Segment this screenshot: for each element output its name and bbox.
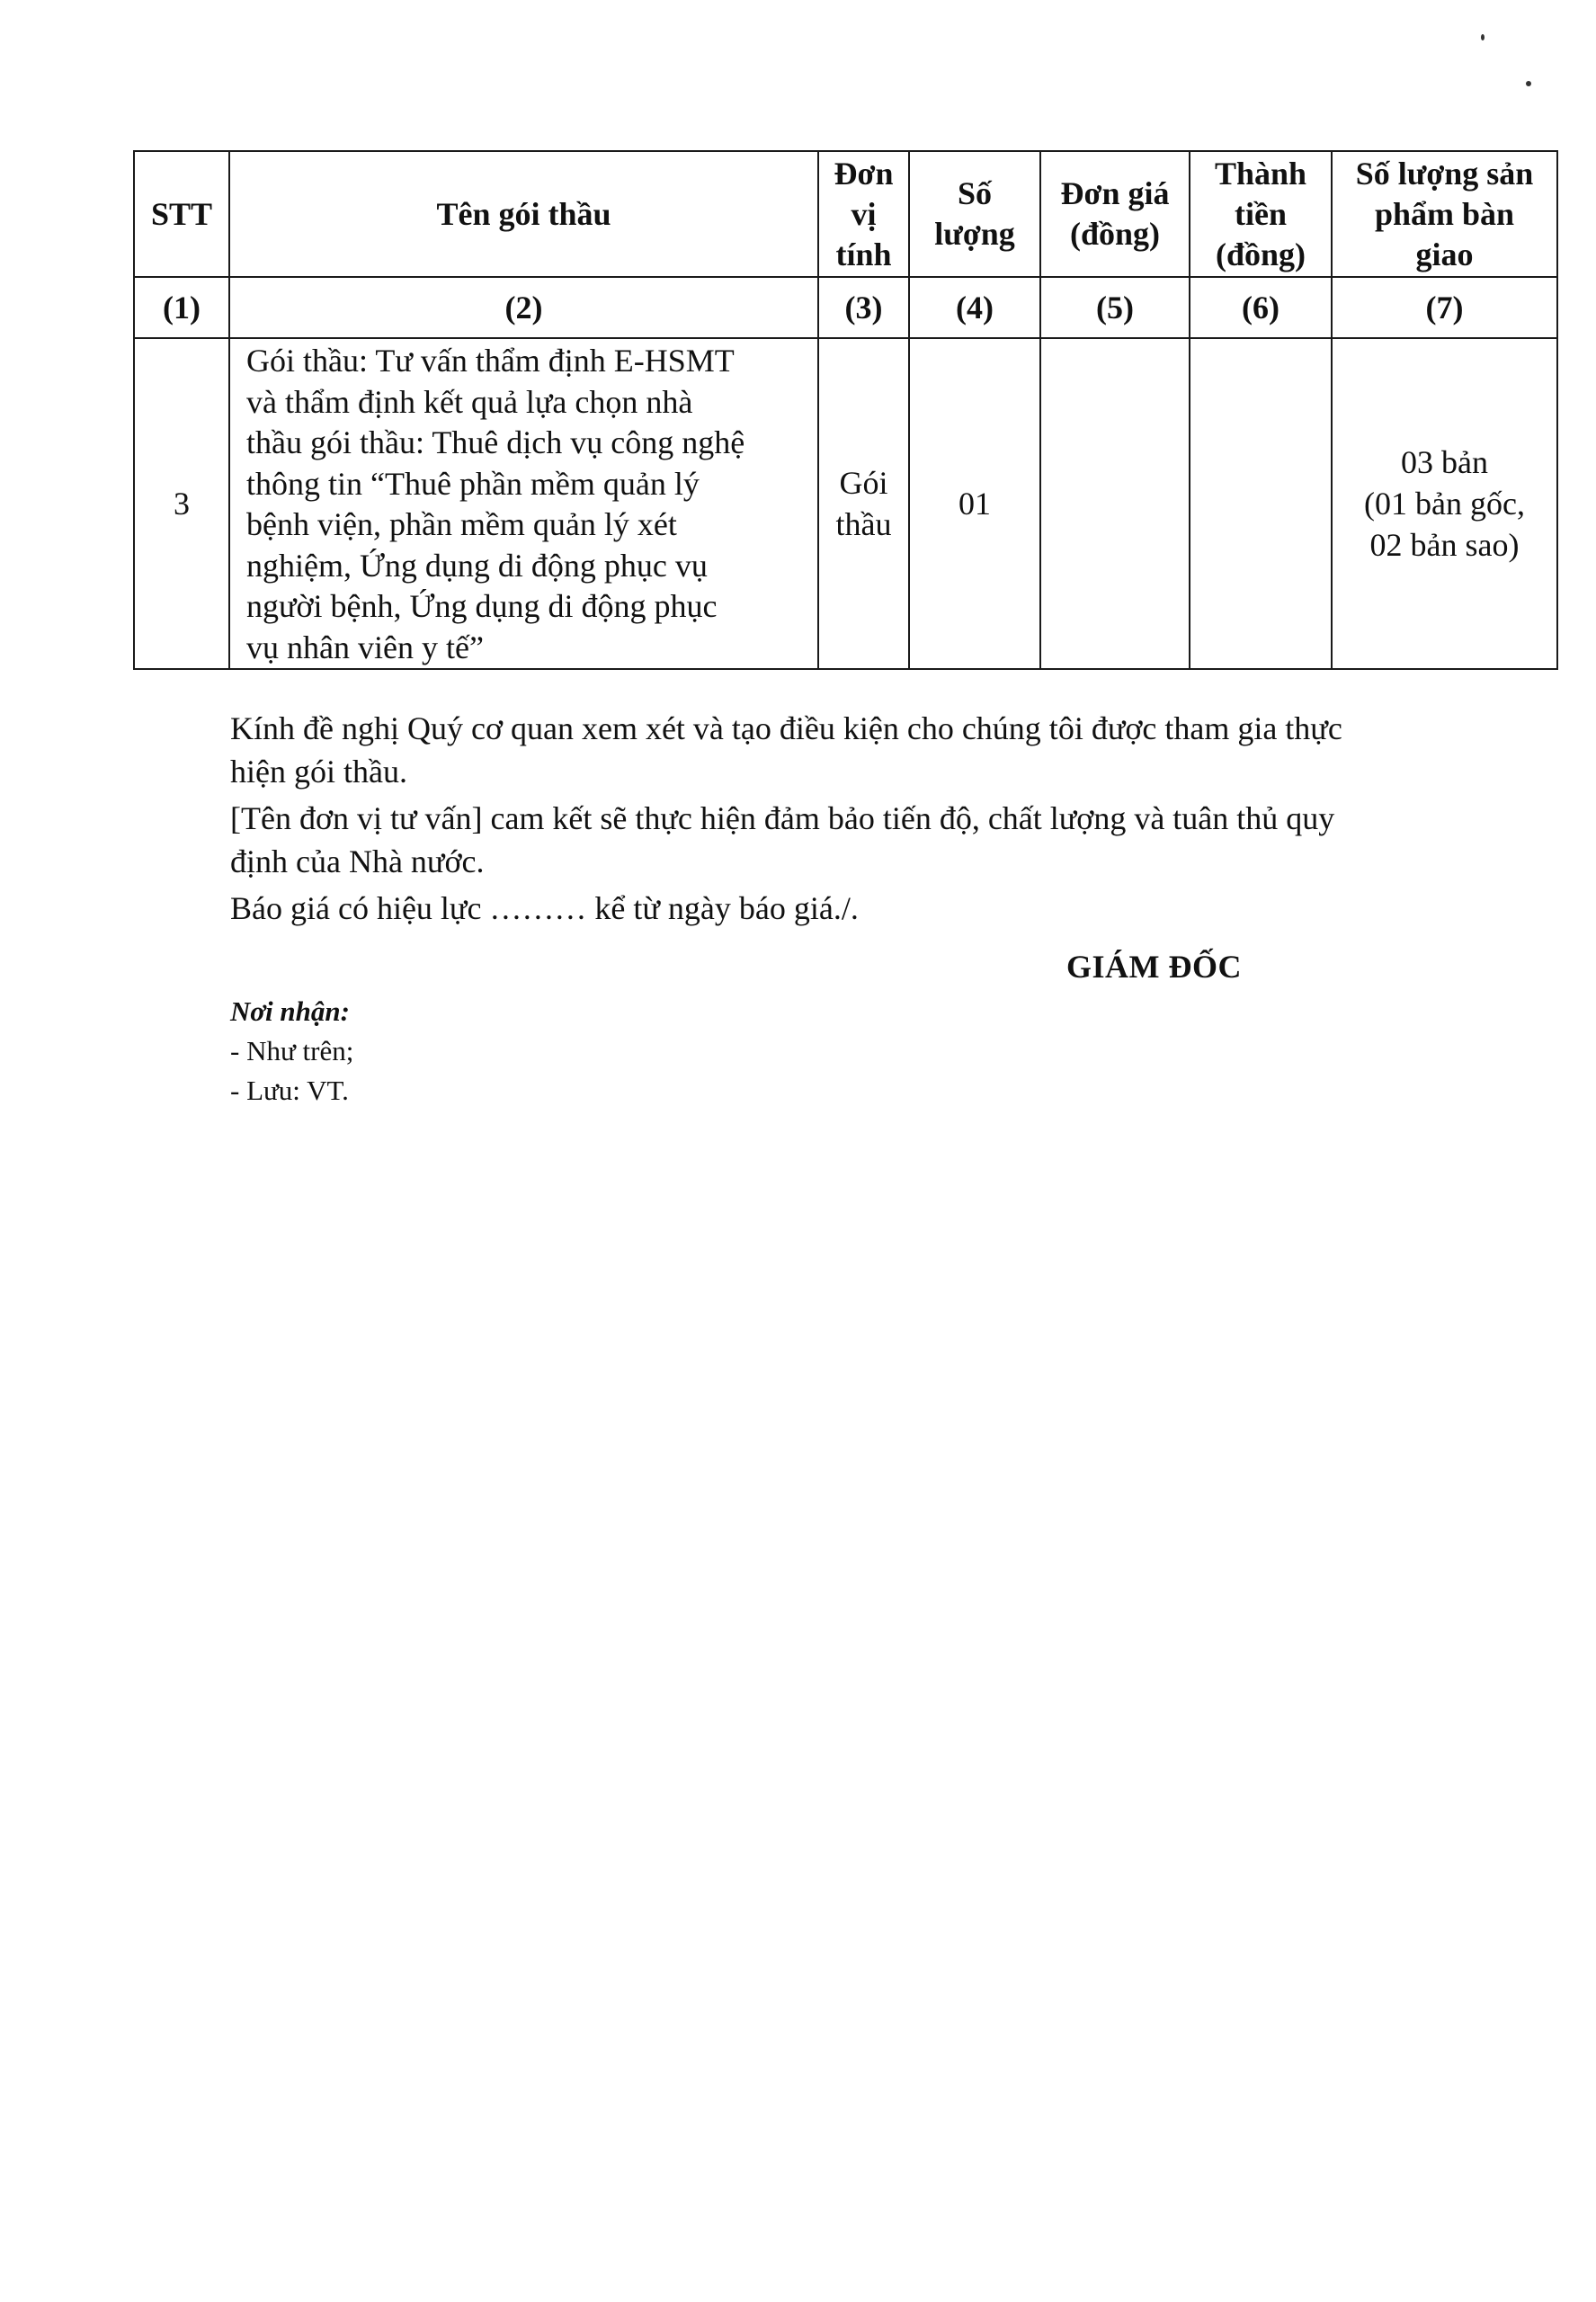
recipient-item: - Lưu: VT. (230, 1075, 349, 1106)
column-index-cell: (5) (1040, 277, 1190, 338)
unit-line: thầu (835, 506, 892, 542)
column-index-cell: (1) (134, 277, 229, 338)
cell-don-vi-tinh (818, 338, 909, 669)
recipient-item: - Như trên; (230, 1035, 354, 1066)
validity-paragraph: Báo giá có hiệu lực ……… kể từ ngày báo giá./. (230, 890, 859, 926)
paragraph-line: định của Nhà nước. (230, 843, 485, 879)
header-so-luong: Số lượng (909, 151, 1040, 277)
package-name-line: Gói thầu: Tư vấn thẩm định E-HSMT (246, 343, 735, 379)
header-so-luong-san-pham: Số lượng sản phẩm bàn giao (1332, 151, 1557, 277)
scan-speck (1526, 81, 1531, 86)
deliverable-line: 02 bản sao) (1369, 527, 1520, 563)
package-name-line: vụ nhân viên y tế” (246, 629, 484, 665)
header-don-gia: Đơn giá (đồng) (1040, 151, 1190, 277)
header-ten-goi-thau: Tên gói thầu (229, 151, 818, 277)
package-name-line: nghiệm, Ứng dụng di động phục vụ (246, 547, 708, 584)
column-index-cell: (3) (818, 277, 909, 338)
column-index-cell: (2) (229, 277, 818, 338)
request-paragraph (230, 707, 1507, 793)
package-name-line: bệnh viện, phần mềm quản lý xét (246, 506, 677, 542)
column-index-cell: (7) (1332, 277, 1557, 338)
table-header-row (134, 151, 1557, 277)
cell-don-gia (1040, 338, 1190, 669)
header-stt: STT (134, 151, 229, 277)
commitment-paragraph (230, 797, 1507, 883)
paragraph-line: hiện gói thầu. (230, 754, 407, 790)
unit-line: Gói (839, 465, 888, 501)
deliverable-line: 03 bản (1401, 444, 1488, 480)
package-name-line: thông tin “Thuê phần mềm quản lý (246, 465, 700, 502)
cell-ten-goi-thau (229, 338, 818, 669)
cell-thanh-tien (1190, 338, 1332, 669)
column-index-cell: (6) (1190, 277, 1332, 338)
paragraph-line: Kính đề nghị Quý cơ quan xem xét và tạo điều kiện cho chúng tôi được tham gia thực (230, 710, 1342, 746)
header-thanh-tien: Thành tiền (đồng) (1190, 151, 1332, 277)
package-name-line: và thẩm định kết quả lựa chọn nhà (246, 383, 693, 420)
scan-speck (1481, 34, 1485, 40)
package-name-line: người bệnh, Ứng dụng di động phục (246, 588, 718, 624)
signature-title: GIÁM ĐỐC (1066, 949, 1242, 985)
quote-table (133, 150, 1558, 670)
recipients-block (230, 992, 353, 1111)
cell-so-luong: 01 (909, 338, 1040, 669)
cell-so-luong-san-pham (1332, 338, 1557, 669)
deliverable-line: (01 bản gốc, (1364, 486, 1525, 522)
column-index-cell: (4) (909, 277, 1040, 338)
table-row (134, 338, 1557, 669)
recipients-title: Nơi nhận: (230, 995, 350, 1027)
cell-stt: 3 (134, 338, 229, 669)
package-name-line: thầu gói thầu: Thuê dịch vụ công nghệ (246, 424, 745, 460)
header-don-vi-tinh: Đơn vị tính (818, 151, 909, 277)
column-index-row (134, 277, 1557, 338)
paragraph-line: [Tên đơn vị tư vấn] cam kết sẽ thực hiện đảm bảo tiến độ, chất lượng và tuân thủ quy (230, 800, 1335, 836)
